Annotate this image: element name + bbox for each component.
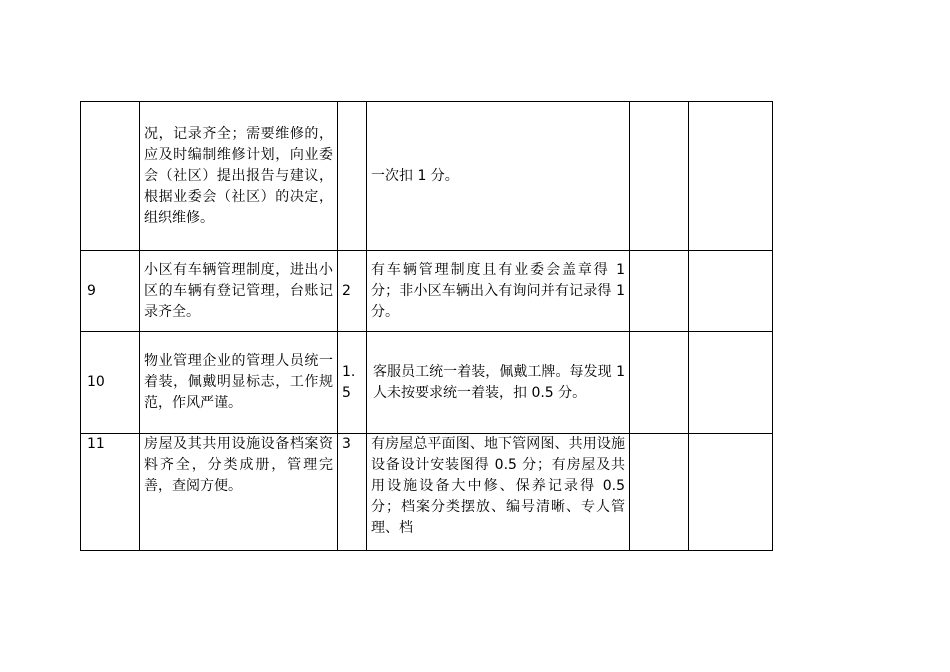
extra-cell-5 — [630, 102, 689, 251]
table-row — [81, 251, 773, 332]
item-number-cell: 9 — [81, 251, 140, 332]
assessment-table — [80, 101, 773, 551]
item-number-cell — [81, 102, 140, 251]
score-text: 3 — [342, 436, 351, 452]
requirement-cell — [140, 251, 338, 332]
score-cell: 2 — [338, 251, 367, 332]
extra-cell-6 — [689, 434, 773, 551]
extra-cell-6 — [689, 102, 773, 251]
standard-text: 有车辆管理制度且有业委会盖章得 1 分；非小区车辆出入有询问并有记录得 1 分。 — [371, 261, 625, 320]
table-row — [81, 434, 773, 551]
standard-text: 客服员工统一着装，佩戴工牌。每发现 1 人未按要求统一着装，扣 0.5 分。 — [373, 363, 625, 401]
standard-text: 有房屋总平面图、地下管网图、共用设施设备设计安装图得 0.5 分；有房屋及共用设施设备大中修、保养记录得 0.5 分；档案分类摆放、编号清晰、专人管理、档 — [371, 436, 625, 536]
score-cell — [338, 434, 367, 551]
extra-cell-6 — [689, 251, 773, 332]
score-cell — [338, 102, 367, 251]
standard-cell — [367, 102, 630, 251]
extra-cell-5 — [630, 251, 689, 332]
item-number-cell: 10 — [81, 332, 140, 434]
table-row — [81, 332, 773, 434]
requirement-text: 物业管理企业的管理人员统一着装，佩戴明显标志，工作规范，作风严谨。 — [144, 353, 333, 411]
item-number-cell — [81, 434, 140, 551]
table-row — [81, 102, 773, 251]
requirement-text: 况，记录齐全；需要维修的，应及时编制维修计划，向业委会（社区）提出报告与建议，根据业委会（社区）的决定，组织维修。 — [144, 125, 333, 226]
score-cell: 1.5 — [338, 332, 367, 434]
standard-text: 一次扣 1 分。 — [371, 167, 459, 184]
item-number-text: 11 — [87, 436, 105, 452]
extra-cell-5 — [630, 332, 689, 434]
requirement-text: 房屋及其共用设施设备档案资料齐全，分类成册，管理完善，查阅方便。 — [144, 436, 333, 494]
requirement-text: 小区有车辆管理制度，进出小区的车辆有登记管理，台账记录齐全。 — [144, 261, 333, 320]
requirement-cell — [140, 332, 338, 434]
standard-cell — [367, 251, 630, 332]
standard-cell — [367, 332, 630, 434]
extra-cell-6 — [689, 332, 773, 434]
standard-cell — [367, 434, 630, 551]
requirement-cell — [140, 434, 338, 551]
extra-cell-5 — [630, 434, 689, 551]
requirement-cell — [140, 102, 338, 251]
